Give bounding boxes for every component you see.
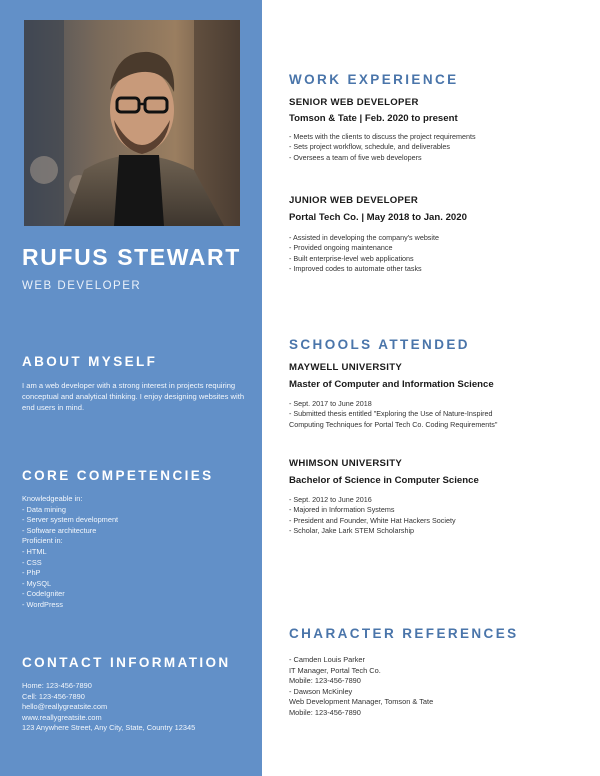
job-bullets — [289, 233, 589, 275]
list-item: Computing Techniques for Portal Tech Co. Coding Requirements" — [289, 419, 498, 429]
school-degree: Master of Computer and Information Science — [289, 379, 494, 390]
list-item: - Software architecture — [22, 525, 97, 535]
list-item: - Dawson McKinley — [289, 686, 353, 696]
list-item: - Built enterprise-level web applications — [289, 253, 414, 263]
job-subtitle: Portal Tech Co. | May 2018 to Jan. 2020 — [289, 212, 467, 223]
list-item: Proficient in: — [22, 536, 63, 546]
profile-photo — [24, 20, 240, 226]
work-heading: WORK EXPERIENCE — [289, 72, 459, 87]
contact-cell-phone: Cell: 123-456-7890 — [22, 691, 85, 701]
list-item: - Submitted thesis entitled "Exploring the Use of Nature-Inspired — [289, 409, 493, 419]
job-title: SENIOR WEB DEVELOPER — [289, 97, 419, 108]
list-item: - Meets with the clients to discuss the project requirements — [289, 132, 476, 141]
contact-heading: CONTACT INFORMATION — [22, 655, 231, 670]
references-heading: CHARACTER REFERENCES — [289, 626, 519, 641]
competencies-heading: CORE COMPETENCIES — [22, 468, 214, 483]
list-item: - Scholar, Jake Lark STEM Scholarship — [289, 526, 415, 536]
list-item: - MySQL — [22, 578, 52, 588]
job-subtitle: Tomson & Tate | Feb. 2020 to present — [289, 113, 458, 124]
list-item: Web Development Manager, Tomson & Tate — [289, 697, 434, 707]
school-bullets — [289, 399, 589, 430]
list-item: - Sept. 2017 to June 2018 — [289, 399, 372, 408]
contact-home-phone: Home: 123-456-7890 — [22, 681, 92, 690]
contact-address: 123 Anywhere Street, Any City, State, Country 12345 — [22, 723, 196, 733]
list-item: - Majored in Information Systems — [289, 505, 395, 515]
school-bullets — [289, 495, 589, 537]
school-degree: Bachelor of Science in Computer Science — [289, 475, 479, 486]
list-item: - President and Founder, White Hat Hackers Society — [289, 515, 456, 525]
job-title: JUNIOR WEB DEVELOPER — [289, 195, 419, 206]
list-item: - CodeIgniter — [22, 589, 65, 599]
schools-heading: SCHOOLS ATTENDED — [289, 337, 470, 352]
list-item: Mobile: 123-456-7890 — [289, 707, 361, 717]
school-title: MAYWELL UNIVERSITY — [289, 362, 403, 373]
about-text: I am a web developer with a strong interest in projects requiring conceptual and analytical thinking. I enjoy designing websites with end users in mind. — [22, 381, 245, 413]
list-item: IT Manager, Portal Tech Co. — [289, 665, 381, 675]
about-heading: ABOUT MYSELF — [22, 354, 158, 369]
list-item: - PhP — [22, 568, 41, 578]
list-item: - Server system development — [22, 515, 119, 525]
list-item: - CSS — [22, 557, 42, 567]
list-item: - Provided ongoing maintenance — [289, 243, 393, 253]
profile-role: WEB DEVELOPER — [22, 280, 142, 292]
list-item: - WordPress — [22, 599, 63, 609]
list-item: - Assisted in developing the company's website — [289, 233, 439, 242]
school-title: WHIMSON UNIVERSITY — [289, 458, 403, 469]
list-item: - HTML — [22, 546, 47, 556]
competencies-list — [22, 494, 250, 611]
list-item: - Data mining — [22, 504, 66, 514]
contact-list — [22, 681, 250, 734]
profile-name: RUFUS STEWART — [22, 244, 241, 270]
list-item: - Oversees a team of five web developers — [289, 152, 422, 162]
list-item: Knowledgeable in: — [22, 494, 83, 503]
job-bullets — [289, 132, 589, 163]
list-item: - Camden Louis Parker — [289, 655, 365, 664]
list-item: - Improved codes to automate other tasks — [289, 264, 422, 274]
contact-website: www.reallygreatsite.com — [22, 712, 102, 722]
contact-email: hello@reallygreatsite.com — [22, 702, 108, 712]
list-item: - Sept. 2012 to June 2016 — [289, 495, 372, 504]
list-item: Mobile: 123-456-7890 — [289, 676, 361, 686]
list-item: - Sets project workflow, schedule, and deliverables — [289, 142, 451, 152]
references-list — [289, 655, 589, 719]
